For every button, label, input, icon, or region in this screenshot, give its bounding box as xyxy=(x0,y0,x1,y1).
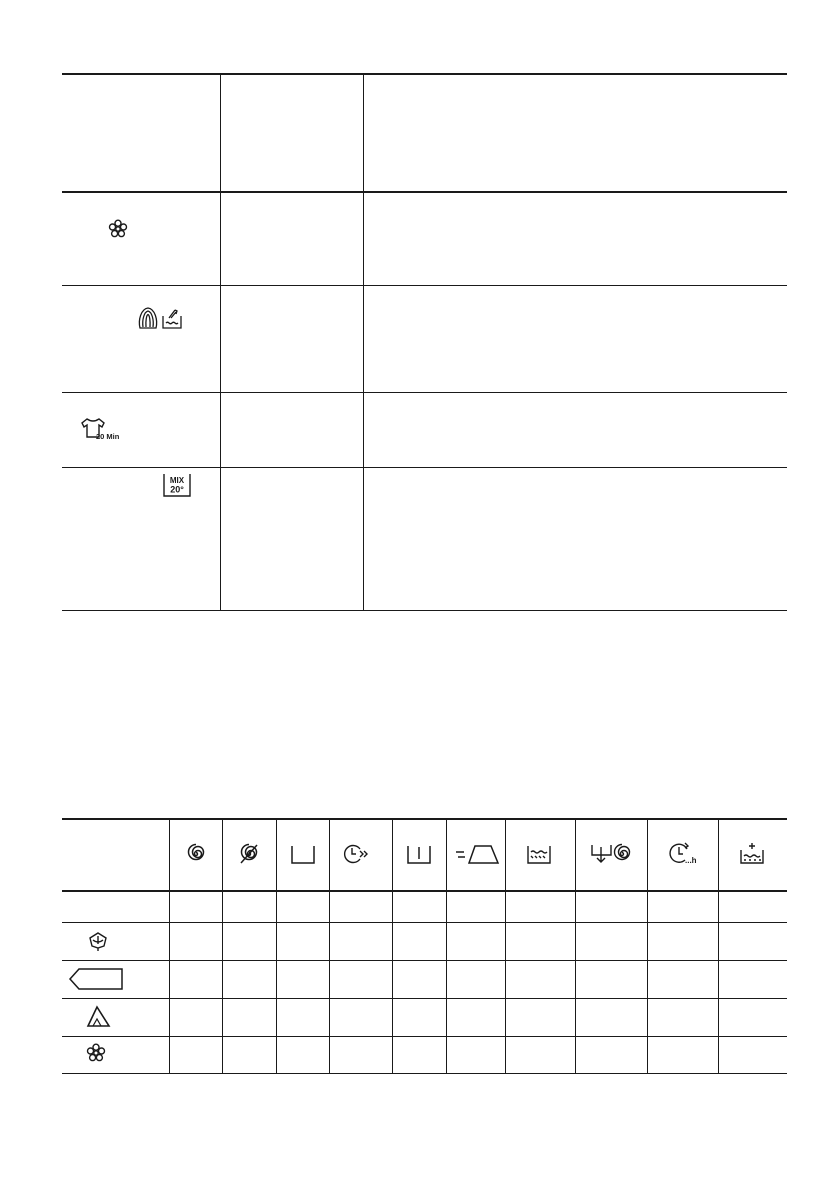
shirt-20min-icon xyxy=(80,417,124,441)
wool-icon xyxy=(137,306,159,330)
table-row-rule xyxy=(62,922,787,923)
stain-icon xyxy=(740,842,764,864)
column-divider xyxy=(363,73,364,611)
mix-20-icon xyxy=(163,473,191,497)
column-divider xyxy=(220,73,221,611)
table-row-rule xyxy=(62,1036,787,1037)
table-top-rule xyxy=(62,73,787,75)
column-divider xyxy=(718,818,719,1074)
mix-label: MIX xyxy=(169,476,185,485)
column-divider xyxy=(222,818,223,1074)
synthetics-icon xyxy=(69,968,123,990)
column-divider xyxy=(446,818,447,1074)
column-divider xyxy=(575,818,576,1074)
table-row-rule xyxy=(62,998,787,999)
flower-icon xyxy=(108,219,128,239)
table-header-rule xyxy=(62,890,787,892)
drain-spin-icon xyxy=(591,843,633,865)
rinse-hold-icon xyxy=(291,844,315,864)
easy-iron-icon xyxy=(454,844,500,864)
shirt-20min-label: 20 Min xyxy=(96,432,120,441)
column-divider xyxy=(647,818,648,1074)
column-divider xyxy=(276,818,277,1074)
table-header-rule xyxy=(62,191,787,193)
spin-icon xyxy=(186,844,206,864)
no-spin-icon xyxy=(239,844,259,864)
table-row-rule xyxy=(62,392,787,393)
extra-rinse-icon xyxy=(527,844,551,864)
column-divider xyxy=(169,818,170,1074)
column-divider xyxy=(392,818,393,1074)
intensive-icon xyxy=(407,844,431,864)
table-top-rule xyxy=(62,818,787,820)
flower-icon xyxy=(86,1043,106,1063)
table-row-rule xyxy=(62,467,787,468)
prewash-icon xyxy=(343,843,369,865)
handwash-icon xyxy=(161,306,183,330)
column-divider xyxy=(329,818,330,1074)
time-manager-label: ...h xyxy=(685,856,697,865)
table-row-rule xyxy=(62,960,787,961)
time-manager-icon xyxy=(669,841,699,867)
table-bottom-rule xyxy=(62,610,787,611)
column-divider xyxy=(505,818,506,1074)
table-bottom-rule xyxy=(62,1073,787,1074)
delicates-icon xyxy=(86,1005,110,1027)
table-row-rule xyxy=(62,285,787,286)
cotton-icon xyxy=(88,932,108,952)
temperature-label: 20° xyxy=(170,484,184,495)
